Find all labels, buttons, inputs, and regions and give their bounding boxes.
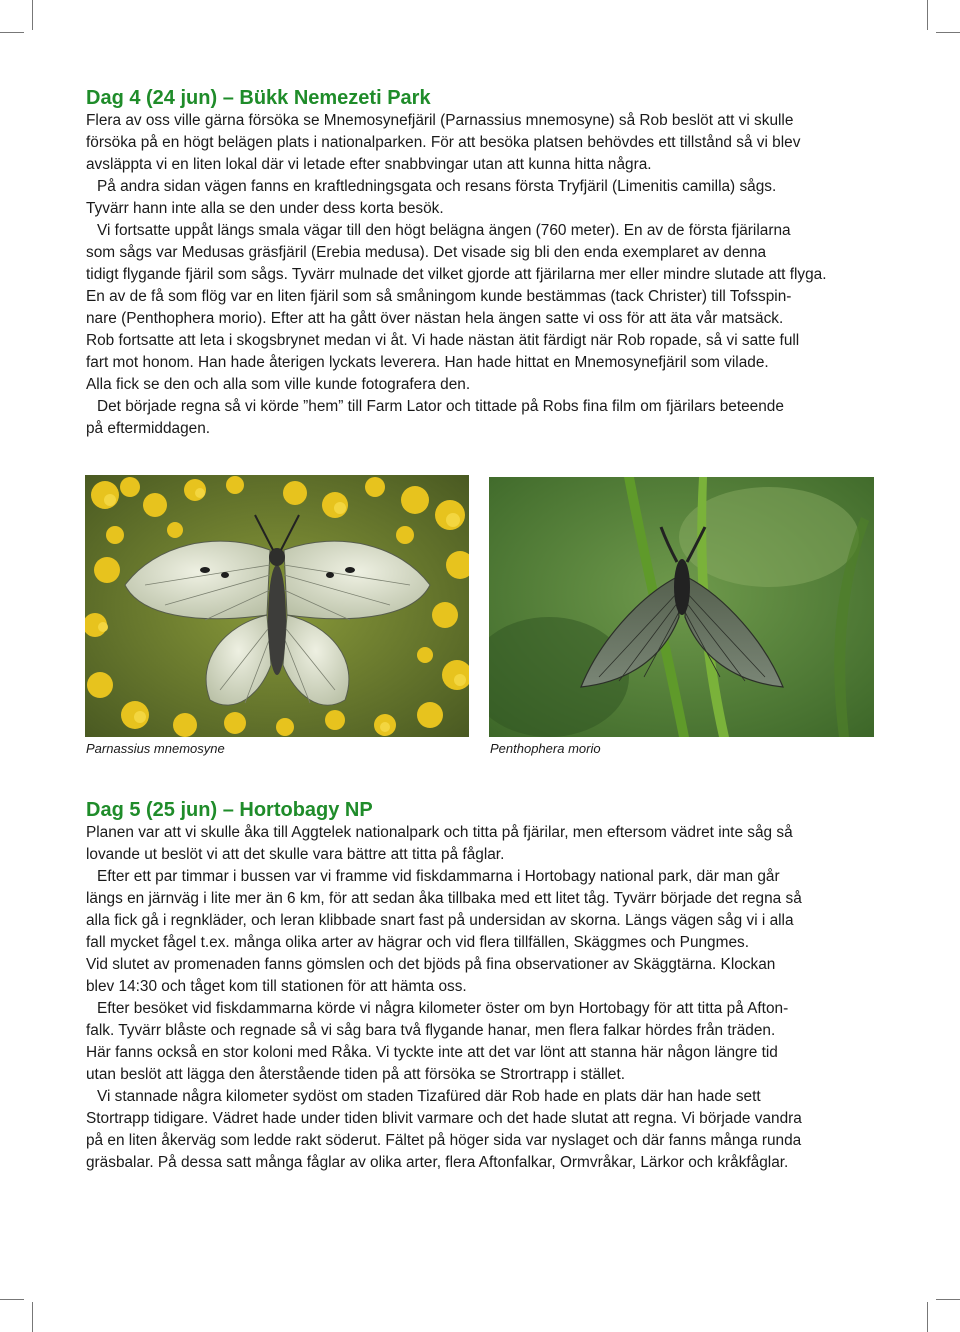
- day4-line: En av de få som flög var en liten fjäril som så småningom kunde bestämmas (tack Christer) till Tofsspin-: [86, 288, 792, 305]
- day4-line: tidigt flygande fjäril som sågs. Tyvärr mulnade det vilket gjorde att fjärilarna mer eller mindre slutade att flyga.: [86, 266, 827, 283]
- day4-line: Tyvärr hann inte alla se den under dess korta besök.: [86, 200, 444, 217]
- day4-line: Det började regna så vi körde ”hem” till Farm Lator och tittade på Robs fina film om fjärilars beteende: [97, 398, 784, 415]
- crop-mark: [32, 1302, 33, 1332]
- day5-line: fall mycket fågel t.ex. många olika arter av hägrar och vid flera tillfällen, Skäggmes och Pungmes.: [86, 934, 749, 951]
- day4-line: Flera av oss ville gärna försöka se Mnemosynefjäril (Parnassius mnemosyne) så Rob beslöt att vi skulle: [86, 112, 794, 129]
- crop-mark: [936, 32, 960, 33]
- day4-line: På andra sidan vägen fanns en kraftledningsgata och resans första Tryfjäril (Limenitis camilla) sågs.: [97, 178, 777, 195]
- day5-line: Vi stannade några kilometer sydöst om staden Tizafüred där Rob hade en plats där han hade sett: [97, 1088, 761, 1105]
- day5-heading: Dag 5 (25 jun) – Hortobagy NP: [86, 799, 373, 821]
- day4-line: försöka på en högt belägen plats i nationalparken. För att besöka platsen behövdes ett tillstånd så vi blev: [86, 134, 801, 151]
- day5-line: Vid slutet av promenaden fanns gömslen och det bjöds på fina observationer av Skäggtärna. Klockan: [86, 956, 776, 973]
- day5-line: Stortrapp tidigare. Vädret hade under tiden blivit varmare och det hade slutat att regna. Vi började vandra: [86, 1110, 802, 1127]
- caption-left: Parnassius mnemosyne: [86, 741, 225, 756]
- moth-image: [489, 477, 874, 737]
- day5-line: på en liten åkerväg som ledde rakt söderut. Fältet på höger sida var nyslaget och där fanns många runda: [86, 1132, 802, 1149]
- photo-parnassius-mnemosyne: [85, 475, 469, 737]
- day4-line: på eftermiddagen.: [86, 420, 211, 437]
- day4-body: [86, 110, 886, 440]
- crop-mark: [927, 1302, 928, 1332]
- day5-line: blev 14:30 och tåget kom till stationen för att hämta oss.: [86, 978, 467, 995]
- caption-right: Penthophera morio: [490, 741, 601, 756]
- day5-line: utan beslöt att lägga den återstående tiden på att försöka se Strortrapp i stället.: [86, 1066, 626, 1083]
- day5-line: lovande ut beslöt vi att det skulle vara bättre att titta på fåglar.: [86, 846, 505, 863]
- day5-line: gräsbalar. På dessa satt många fåglar av olika arter, flera Aftonfalkar, Ormvråkar, Lärkor och kråkfåglar.: [86, 1154, 789, 1171]
- day4-line: avsläppta vi en liten lokal där vi letade efter snabbvingar utan att kunna hitta några.: [86, 156, 652, 173]
- day5-line: Efter besöket vid fiskdammarna körde vi några kilometer öster om byn Hortobagy för att titta på Afton-: [97, 1000, 789, 1017]
- crop-mark: [0, 1299, 24, 1300]
- day4-line: fart mot honom. Han hade återigen lyckats leverera. Han hade hittat en Mnemosynefjäril som vilade.: [86, 354, 769, 371]
- day5-body: [86, 822, 886, 1174]
- day5-line: Här fanns också en stor koloni med Råka. Vi tyckte inte att det var lönt att stanna här någon längre tid: [86, 1044, 778, 1061]
- butterfly-image: [85, 475, 469, 737]
- day5-line: alla fick gå i regnkläder, och leran klibbade snart fast på undersidan av skorna. Längs vägen såg vi i alla: [86, 912, 794, 929]
- photo-penthophera-morio: [489, 477, 874, 737]
- crop-mark: [0, 32, 24, 33]
- day5-line: falk. Tyvärr blåste och regnade så vi såg bara två flygande hanar, men flera falkar hördes från träden.: [86, 1022, 776, 1039]
- day5-line: Planen var att vi skulle åka till Aggtelek nationalpark och titta på fjärilar, men eftersom vädret inte såg så: [86, 824, 793, 841]
- day4-line: som sågs var Medusas gräsfjäril (Erebia medusa). Det visade sig bli den enda exemplaret av denna: [86, 244, 767, 261]
- day4-heading: Dag 4 (24 jun) – Bükk Nemezeti Park: [86, 87, 431, 109]
- day4-line: Alla fick se den och alla som ville kunde fotografera den.: [86, 376, 471, 393]
- crop-mark: [936, 1299, 960, 1300]
- day4-section: [86, 86, 886, 440]
- day5-section: [86, 798, 886, 1174]
- day5-line: längs en järnväg i lite mer än 6 km, för att sedan åka tillbaka med ett litet tåg. Tyvärr började det regna så: [86, 890, 802, 907]
- day4-line: nare (Penthophera morio). Efter att ha gått över nästan hela ängen satte vi oss för att äta vår matsäck.: [86, 310, 784, 327]
- crop-mark: [32, 0, 33, 30]
- crop-mark: [927, 0, 928, 30]
- day4-line: Vi fortsatte uppåt längs smala vägar till den högt belägna ängen (760 meter). En av de första fjärilarna: [97, 222, 791, 239]
- day4-line: Rob fortsatte att leta i skogsbrynet medan vi åt. Vi hade nästan ätit färdigt när Rob ropade, så vi satte full: [86, 332, 800, 349]
- day5-line: Efter ett par timmar i bussen var vi framme vid fiskdammarna i Hortobagy national park, där man går: [97, 868, 780, 885]
